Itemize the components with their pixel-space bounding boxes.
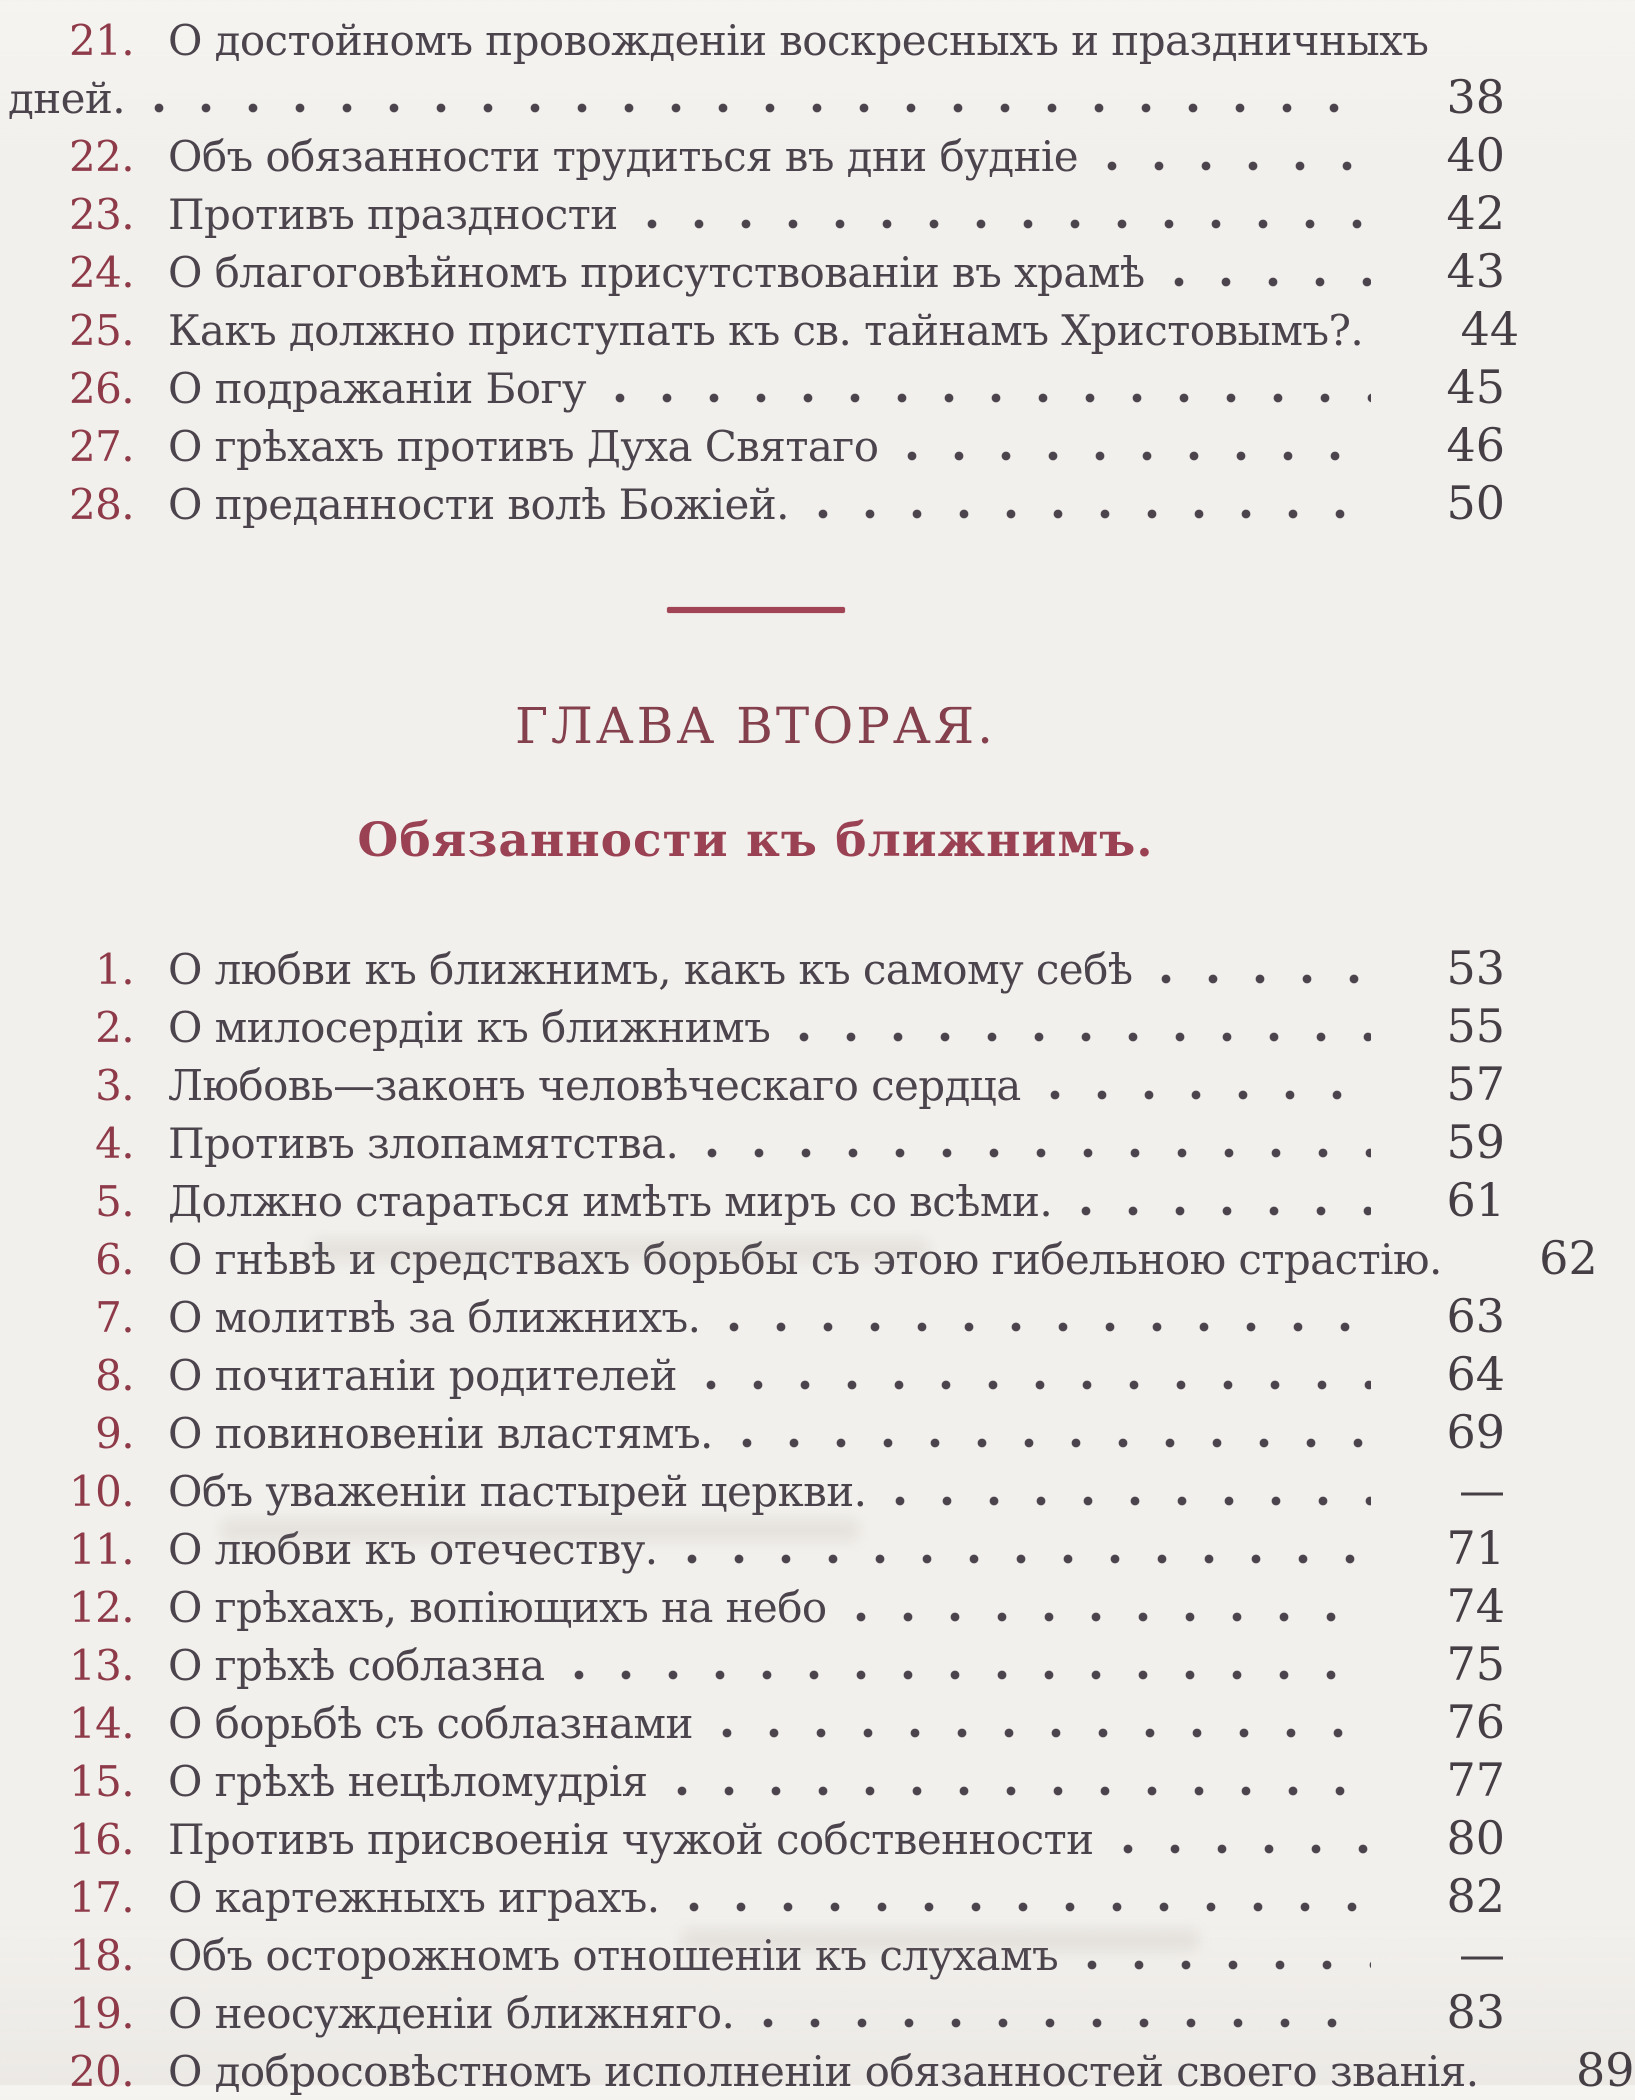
toc-entry-title: Любовь—законъ человѣческаго сердца [168,1061,1021,1110]
toc-entry [6,12,1505,69]
dot-leader [1154,974,1371,984]
dot-leader [700,1148,1371,1158]
toc-entry [6,1810,1505,1868]
toc-entry [6,1868,1505,1926]
toc-entry-number: 22. [69,132,134,181]
toc-entry-page-number: 57 [1446,1057,1505,1111]
toc-entry-number: 25. [69,306,134,355]
toc-entry [6,2042,1635,2100]
toc-entry-page-number: 53 [1446,941,1505,995]
toc-entry-title: О молитвѣ за ближнихъ. [168,1293,701,1342]
toc-entry-number: 17. [69,1873,134,1922]
toc-entry [6,1636,1505,1694]
toc-entry-page-number: 83 [1446,1985,1505,2039]
toc-entry-title: Объ обязанности трудиться въ дни будніе [168,132,1078,181]
toc-entry-number: 8. [95,1351,134,1400]
toc-entry [6,1462,1505,1520]
toc-entry-title: О преданности волѣ Божіей. [168,480,789,529]
dot-leader [792,1032,1371,1042]
toc-entry-page-number: 77 [1446,1753,1505,1807]
dot-leader [1167,277,1371,287]
dot-leader [699,1380,1371,1390]
toc-entry-number: 9. [95,1409,134,1458]
toc-entry [6,417,1505,475]
toc-entry-title: О любви къ ближнимъ, какъ къ самому себѣ [168,945,1133,994]
dot-leader [722,1322,1371,1332]
toc-entry [6,359,1505,417]
toc-entry-title: Противъ праздности [168,190,618,239]
toc-entry-title: Объ осторожномъ отношеніи къ слухамъ [168,1931,1059,1980]
toc-entry-number: 10. [69,1467,134,1516]
dot-leader [608,393,1371,403]
dot-leader [1100,161,1371,171]
toc-entry-title: О любви къ отечеству. [168,1525,658,1574]
toc-entry [6,1114,1505,1172]
toc-entry [6,1056,1505,1114]
toc-entry-title: О борьбѣ съ соблазнами [168,1699,693,1748]
toc-entry [6,1694,1505,1752]
toc-entry-page-number: — [1459,1927,1505,1981]
toc-entry-page-number: — [1459,1463,1505,1517]
toc-entry [6,1520,1505,1578]
toc-entry-number: 23. [69,190,134,239]
toc-entry [6,127,1505,185]
toc-entry [6,1172,1505,1230]
toc-entry-number: 24. [69,248,134,297]
toc-list-chapter-two [6,940,1635,2100]
toc-entry-number: 16. [69,1815,134,1864]
toc-entry [6,1288,1505,1346]
dot-leader [670,1786,1371,1796]
toc-entry-page-number: 43 [1446,244,1505,298]
toc-entry-title: Противъ злопамятства. [168,1119,679,1168]
toc-entry-number: 7. [95,1293,134,1342]
toc-entry-number: 1. [95,945,134,994]
toc-entry-number: 26. [69,364,134,413]
chapter-subheading: Обязанности къ ближнимъ. [357,813,1154,868]
toc-entry-title: О достойномъ провожденіи воскресныхъ и праздничныхъ [168,16,1429,65]
toc-entry-title: О грѣхахъ, вопіющихъ на небо [168,1583,827,1632]
toc-entry-number: 2. [95,1003,134,1052]
toc-entry-page-number: 42 [1446,186,1505,240]
toc-entry-title: О благоговѣйномъ присутствованіи въ храмѣ [168,248,1145,297]
toc-entry-number: 4. [95,1119,134,1168]
toc-entry-title: О повиновеніи властямъ. [168,1409,713,1458]
toc-entry-page-number: 64 [1446,1347,1505,1401]
toc-entry-title: О картежныхъ играхъ. [168,1873,660,1922]
dot-leader [756,2018,1371,2028]
toc-section-chapter-two [6,940,1635,2100]
toc-entry-number: 18. [69,1931,134,1980]
toc-entry-title: О гнѣвѣ и средствахъ борьбы съ этою гибельною страстію. [168,1235,1442,1284]
toc-entry [6,243,1505,301]
toc-entry-number: 3. [95,1061,134,1110]
toc-entry [6,1984,1505,2042]
toc-entry-title: Противъ присвоенія чужой собственности [168,1815,1094,1864]
toc-entry-number: 5. [95,1177,134,1226]
dot-leader [682,1902,1371,1912]
dot-leader [640,219,1371,229]
toc-entry-page-number: 44 [1460,302,1520,356]
toc-entry-title: О грѣхѣ соблазна [168,1641,545,1690]
toc-list-chapter-one-tail [6,12,1520,533]
toc-entry-page-number: 62 [1539,1231,1598,1285]
toc-entry-title: О неосужденіи ближняго. [168,1989,735,2038]
toc-entry-number: 21. [69,16,134,65]
toc-entry [6,1578,1505,1636]
toc-entry-number: 20. [69,2047,134,2096]
toc-entry-number: 28. [69,480,134,529]
toc-entry-title-continued: дней. [8,74,126,123]
toc-entry-page-number: 74 [1446,1579,1505,1633]
toc-entry-page-number: 59 [1446,1115,1505,1169]
toc-entry-page-number: 45 [1446,360,1505,414]
toc-entry-number: 19. [69,1989,134,2038]
toc-entry-number: 12. [69,1583,134,1632]
dot-leader [1116,1844,1371,1854]
toc-entry-page-number: 63 [1446,1289,1505,1343]
dot-leader [147,103,1371,113]
dot-leader [735,1438,1371,1448]
toc-entry-title: О милосердіи къ ближнимъ [168,1003,771,1052]
toc-entry-page-number: 40 [1446,128,1505,182]
dot-leader [1074,1206,1371,1216]
toc-entry [6,998,1505,1056]
dot-leader [811,509,1371,519]
toc-entry-page-number: 46 [1446,418,1505,472]
toc-entry-page-number: 61 [1446,1173,1505,1227]
chapter-heading: ГЛАВА ВТОРАЯ. [514,697,997,755]
toc-entry-page-number: 82 [1446,1869,1505,1923]
dot-leader [888,1496,1371,1506]
toc-entry [6,1752,1505,1810]
toc-entry-page-number: 69 [1446,1405,1505,1459]
toc-entry-number: 27. [69,422,134,471]
toc-entry-title: О грѣхѣ нецѣломудрія [168,1757,648,1806]
toc-entry-number: 15. [69,1757,134,1806]
toc-entry-number: 6. [95,1235,134,1284]
toc-entry [6,301,1520,359]
dot-leader [567,1670,1371,1680]
dot-leader [715,1728,1371,1738]
toc-entry-title: Объ уваженіи пастырей церкви. [168,1467,867,1516]
toc-entry [6,1346,1505,1404]
toc-entry [6,940,1505,998]
section-divider-rule [667,607,845,613]
toc-entry-number: 11. [69,1525,134,1574]
toc-entry-title: Какъ должно приступать къ св. тайнамъ Христовымъ?. [168,306,1364,355]
toc-entry [6,1926,1505,1984]
toc-entry-page-number: 80 [1446,1811,1505,1865]
toc-entry-page-number: 89 [1575,2043,1635,2097]
toc-entry-title: О добросовѣстномъ исполненіи обязанностей своего званія. [168,2047,1479,2096]
toc-entry-title: О грѣхахъ противъ Духа Святаго [168,422,879,471]
toc-entry-number: 14. [69,1699,134,1748]
dot-leader [849,1612,1371,1622]
dot-leader [1080,1960,1371,1970]
toc-entry-page-number: 75 [1446,1637,1505,1691]
toc-entry-wrap-line [6,69,1505,127]
dot-leader [900,451,1371,461]
toc-entry [6,185,1505,243]
toc-entry-page-number: 55 [1446,999,1505,1053]
toc-entry-number: 13. [69,1641,134,1690]
toc-entry-title: Должно стараться имѣть миръ со всѣми. [168,1177,1053,1226]
toc-entry [6,1404,1505,1462]
dot-leader [680,1554,1372,1564]
toc-entry [6,1230,1598,1288]
toc-entry-title: О подражаніи Богу [168,364,586,413]
toc-section-previous-chapter [6,12,1520,533]
toc-entry [6,475,1505,533]
toc-entry-page-number: 38 [1446,70,1505,124]
toc-entry-page-number: 76 [1446,1695,1505,1749]
toc-entry-page-number: 71 [1446,1521,1505,1575]
toc-entry-page-number: 50 [1446,476,1505,530]
dot-leader [1043,1090,1371,1100]
toc-entry-title: О почитаніи родителей [168,1351,677,1400]
